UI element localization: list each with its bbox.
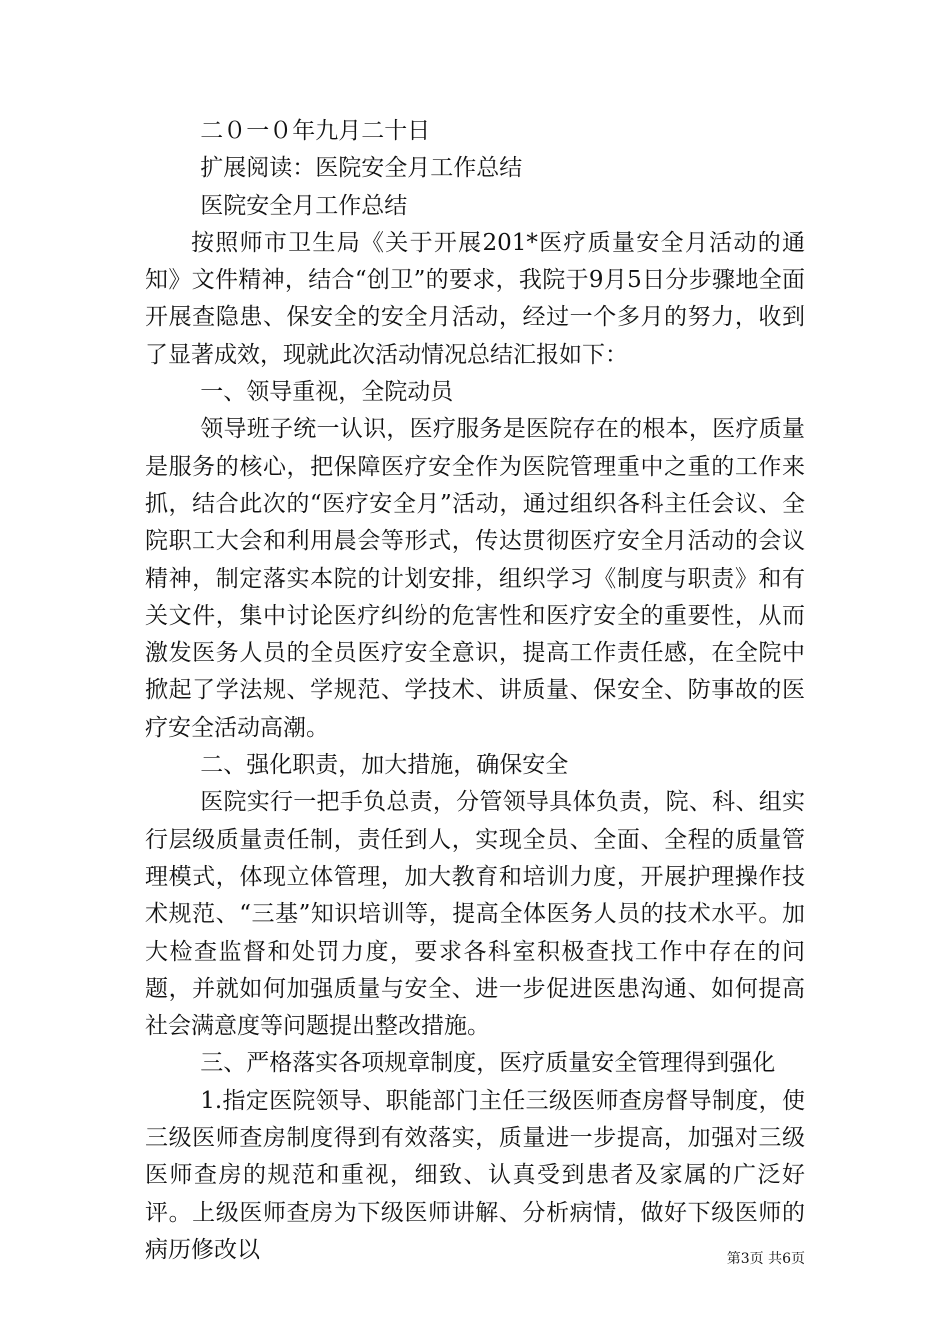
section-paragraph-1: 领导班子统一认识，医疗服务是医院存在的根本，医疗质量是服务的核心，把保障医疗安全作为医院管理重中之重的工作来抓，结合此次的“医疗安全月”活动，通过组织各科主任会议、全院职工大会和利用晨会等形式，传达贯彻医疗安全月活动的会议精神，制定落实本院的计划安排，组织学习《制度与职责》和有关文件，集中讨论医疗纠纷的危害性和医疗安全的重要性，从而激发医务人员的全员医疗安全意识，提高工作责任感，在全院中掀起了学法规、学规范、学技术、讲质量、保安全、防事故的医疗安全活动高潮。 <box>145 416 805 741</box>
section-heading-2: 二、强化职责，加大措施，确保安全 <box>200 752 569 779</box>
intro-paragraph: 按照师市卫生局《关于开展201*医疗质量安全月活动的通知》文件精神，结合“创卫”的要求，我院于9月5日分步骤地全面开展查隐患、保安全的安全月活动，经过一个多月的努力，收到了显著成效，现就此次活动情况总结汇报如下： <box>145 229 805 368</box>
document-title: 医院安全月工作总结 <box>200 192 408 219</box>
section-paragraph-3: 1.指定医院领导、职能部门主任三级医师查房督导制度，使三级医师查房制度得到有效落实，质量进一步提高，加强对三级医师查房的规范和重视，细致、认真受到患者及家属的广泛好评。上级医师查房为下级医师讲解、分析病情，做好下级医师的病历修改以 <box>145 1087 805 1263</box>
section-heading-1: 一、领导重视，全院动员 <box>200 379 454 406</box>
document-body <box>145 113 805 1269</box>
section-heading-3: 三、严格落实各项规章制度，医疗质量安全管理得到强化 <box>200 1050 776 1077</box>
page-number-footer: 第3页 共6页 <box>726 1251 805 1267</box>
extended-reading-line: 扩展阅读：医院安全月工作总结 <box>200 155 523 182</box>
date-line: 二０一０年九月二十日 <box>200 118 431 144</box>
section-paragraph-2: 医院实行一把手负总责，分管领导具体负责，院、科、组实行层级质量责任制，责任到人，实现全员、全面、全程的质量管理模式，体现立体管理，加大教育和培训力度，开展护理操作技术规范、“三基”知识培训等，提高全体医务人员的技术水平。加大检查监督和处罚力度，要求各科室积极查找工作中存在的问题，并就如何加强质量与安全、进一步促进医患沟通、如何提高社会满意度等问题提出整改措施。 <box>145 789 805 1040</box>
